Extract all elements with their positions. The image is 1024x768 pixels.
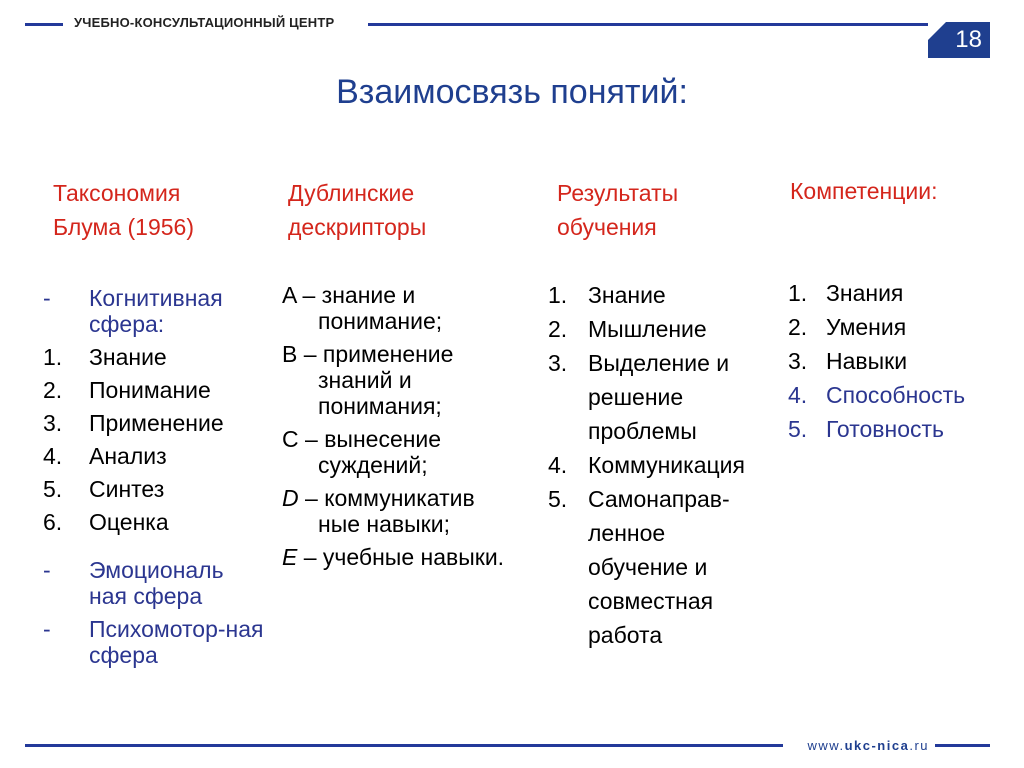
list-item: - Когнитивная сфера: [43, 285, 223, 337]
list-item: 4. Анализ [43, 443, 167, 469]
slide-title: Взаимосвязь понятий: [336, 73, 688, 111]
bloom-heading: Таксономия Блума (1956) [53, 180, 194, 240]
list-item: 3. Выделение и решение проблемы [548, 350, 730, 444]
list-item: 1. Знание [43, 344, 167, 370]
list-item: C – вынесение суждений; [282, 426, 442, 478]
list-item: 6. Оценка [43, 509, 169, 535]
list-item: B – применение знаний и понимания; [282, 341, 454, 419]
list-item: 5. Синтез [43, 476, 165, 502]
list-item: 3. Применение [43, 410, 224, 436]
list-item: 1. Знания [788, 280, 904, 306]
list-item: 1. Знание [548, 282, 666, 308]
list-item: 5. Самонаправ-ленное обучение и совместная работа [548, 486, 730, 648]
list-item: A – знание и понимание; [282, 282, 443, 334]
results-list [548, 278, 784, 652]
footer-url[interactable]: www.ukc-nica.ru [807, 738, 929, 753]
competencies-list [788, 276, 1013, 446]
footer-line-left [25, 744, 783, 747]
dublin-list [282, 282, 507, 577]
results-heading: Результаты обучения [557, 180, 679, 240]
list-item: 4. Коммуникация [548, 452, 745, 478]
list-item: 3. Навыки [788, 348, 908, 374]
list-item: 4. Способность [788, 382, 966, 408]
list-item: E – учебные навыки. [282, 544, 505, 570]
header-line-right [368, 23, 928, 26]
list-item: 5. Готовность [788, 416, 944, 442]
org-name: УЧЕБНО-КОНСУЛЬТАЦИОННЫЙ ЦЕНТР [74, 15, 335, 30]
dublin-heading: Дублинские дескрипторы [288, 180, 427, 240]
page-number: 18 [955, 26, 982, 53]
list-item: - Психомотор-ная сфера [43, 616, 264, 668]
footer-line-right [935, 744, 990, 747]
list-item: 2. Умения [788, 314, 907, 340]
header-line-left [25, 23, 63, 26]
list-item: 2. Понимание [43, 377, 211, 403]
competencies-heading: Компетенции: [790, 178, 938, 204]
list-item: D – коммуникатив ные навыки; [282, 485, 475, 537]
list-item: 2. Мышление [548, 316, 707, 342]
page-number-badge [928, 22, 990, 58]
list-item: - Эмоциональ ная сфера [43, 557, 224, 609]
bloom-list [43, 285, 268, 675]
